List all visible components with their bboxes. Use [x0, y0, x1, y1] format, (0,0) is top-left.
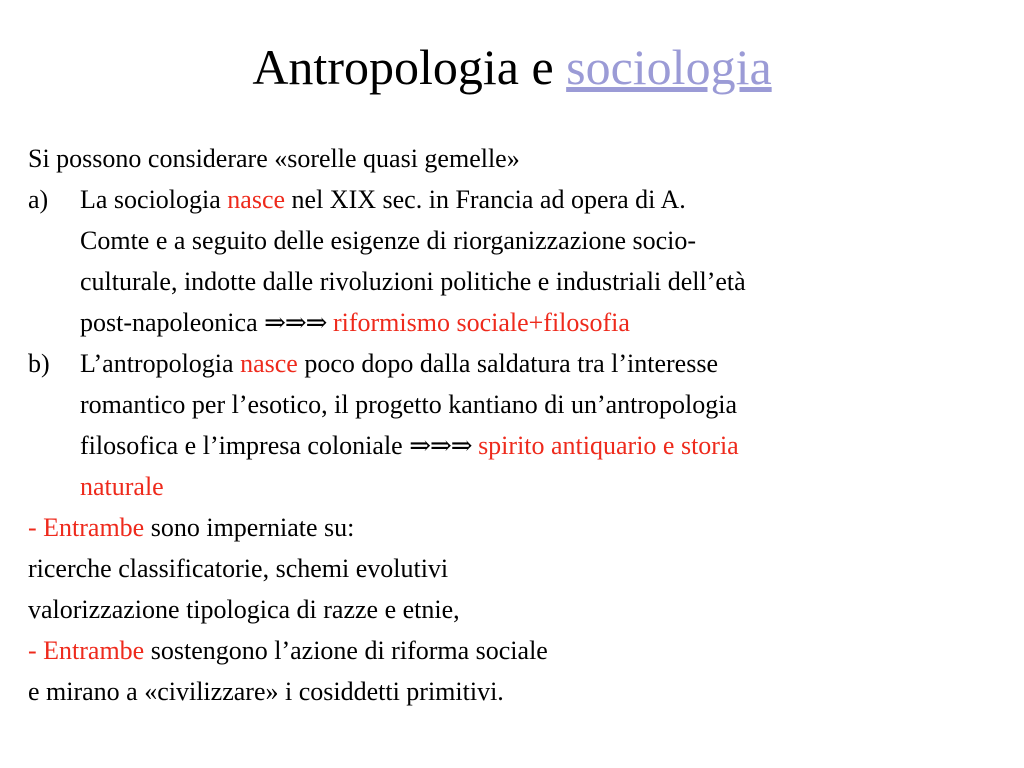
item-b-line-3 — [80, 425, 1008, 466]
item-a — [28, 179, 1008, 343]
item-b-result: spirito antiquario e storia — [471, 431, 739, 460]
entrambe-line-2 — [28, 630, 1008, 671]
item-a-line-4-pre: post-napoleonica — [80, 308, 265, 337]
item-b — [28, 343, 1008, 507]
item-b-nasce: nasce — [240, 349, 298, 378]
item-b-marker: b) — [28, 349, 50, 378]
item-b-line-3-pre: filosofica e l’impresa coloniale — [80, 431, 410, 460]
item-a-result: riformismo sociale+filosofia — [326, 308, 630, 337]
item-a-line-3: culturale, indotte dalle rivoluzioni politiche e industriali dell’età — [80, 267, 746, 296]
entrambe-line-1 — [28, 507, 1008, 548]
intro-line: Si possono considerare «sorelle quasi gemelle» — [28, 144, 520, 173]
item-a-line-1-post: nel XIX sec. in Francia ad opera di A. — [285, 185, 686, 214]
entrambe-1-text: sono imperniate su: — [144, 513, 355, 542]
item-a-marker: a) — [28, 185, 49, 214]
item-a-nasce: nasce — [227, 185, 286, 214]
item-a-line-4 — [80, 302, 1008, 343]
title-main: Antropologia e — [252, 39, 554, 95]
slide-title — [0, 32, 1024, 102]
list-line-2: valorizzazione tipologica di razze e etnie, — [28, 595, 460, 624]
final-line: e mirano a «civilizzare» i cosiddetti primitivi. — [28, 677, 504, 706]
slide-body — [28, 138, 1008, 712]
implies-arrows-icon: ⇒⇒⇒ — [264, 308, 327, 337]
entrambe-2-label: - Entrambe — [28, 636, 145, 665]
item-b-line-1-post: poco dopo dalla saldatura tra l’interesse — [297, 349, 718, 378]
title-sociologia-link[interactable]: sociologia — [566, 39, 772, 95]
item-a-line-2: Comte e a seguito delle esigenze di riorganizzazione socio- — [80, 226, 697, 255]
item-a-line-1 — [80, 179, 1008, 220]
item-b-line-1-pre: L’antropologia — [80, 349, 241, 378]
item-b-line-4: naturale — [80, 472, 164, 501]
item-b-line-1 — [80, 343, 1008, 384]
item-b-line-2: romantico per l’esotico, il progetto kantiano di un’antropologia — [80, 390, 738, 419]
entrambe-1-label: - Entrambe — [28, 513, 145, 542]
implies-arrows-icon: ⇒⇒⇒ — [409, 431, 472, 460]
item-a-line-1-pre: La sociologia — [80, 185, 228, 214]
entrambe-2-text: sostengono l’azione di riforma sociale — [144, 636, 548, 665]
list-line-1: ricerche classificatorie, schemi evolutivi — [28, 554, 449, 583]
